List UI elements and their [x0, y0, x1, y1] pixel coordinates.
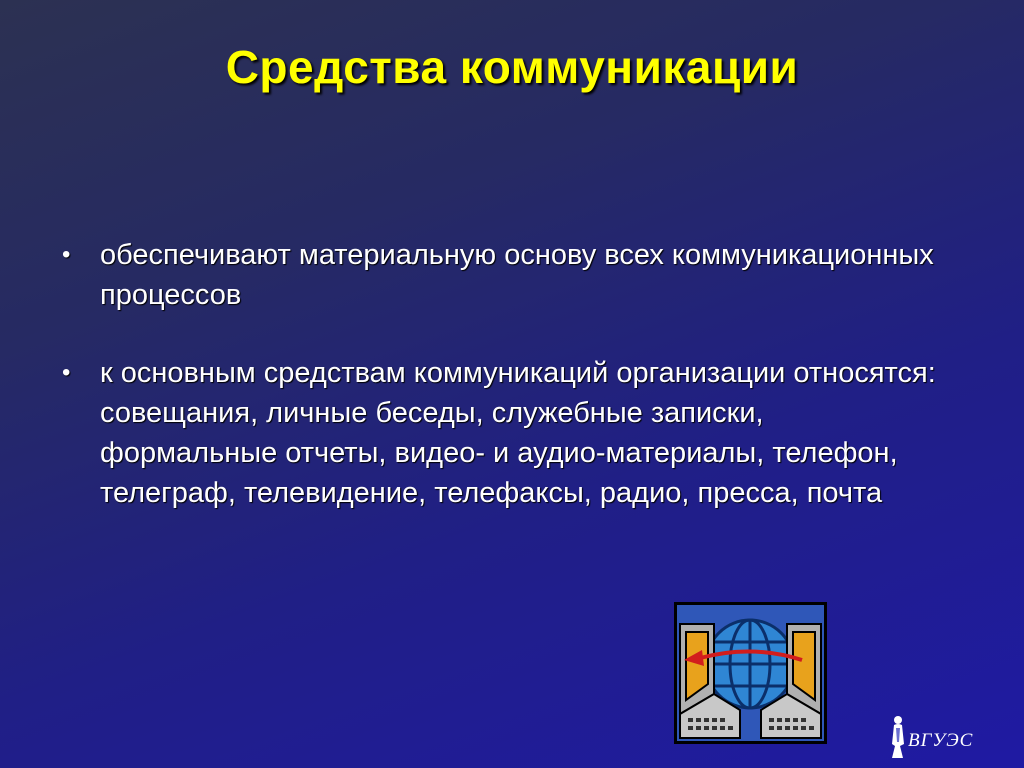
globe-icon	[706, 620, 794, 708]
statue-logo-icon	[888, 714, 908, 760]
bullet-marker: •	[62, 241, 71, 268]
university-logo	[888, 712, 998, 762]
slide-title: Средства коммуникации	[225, 41, 799, 93]
bullet-item	[58, 235, 938, 315]
bullet-marker: •	[62, 359, 71, 386]
bullet-text: к основным средствам коммуникаций организации относятся: совещания, личные беседы, служебные записки, формальные отчеты, видео- и аудио-материалы, телефон, телеграф, телевидение, телефаксы, радио, пресса, почта	[100, 357, 936, 509]
bullet-item	[58, 353, 938, 513]
logo-text: ВГУЭС	[908, 730, 974, 751]
bullet-list	[58, 235, 938, 513]
bullet-text: обеспечивают материальную основу всех коммуникационных процессов	[100, 239, 934, 311]
computers-globe-network-icon	[674, 602, 827, 744]
